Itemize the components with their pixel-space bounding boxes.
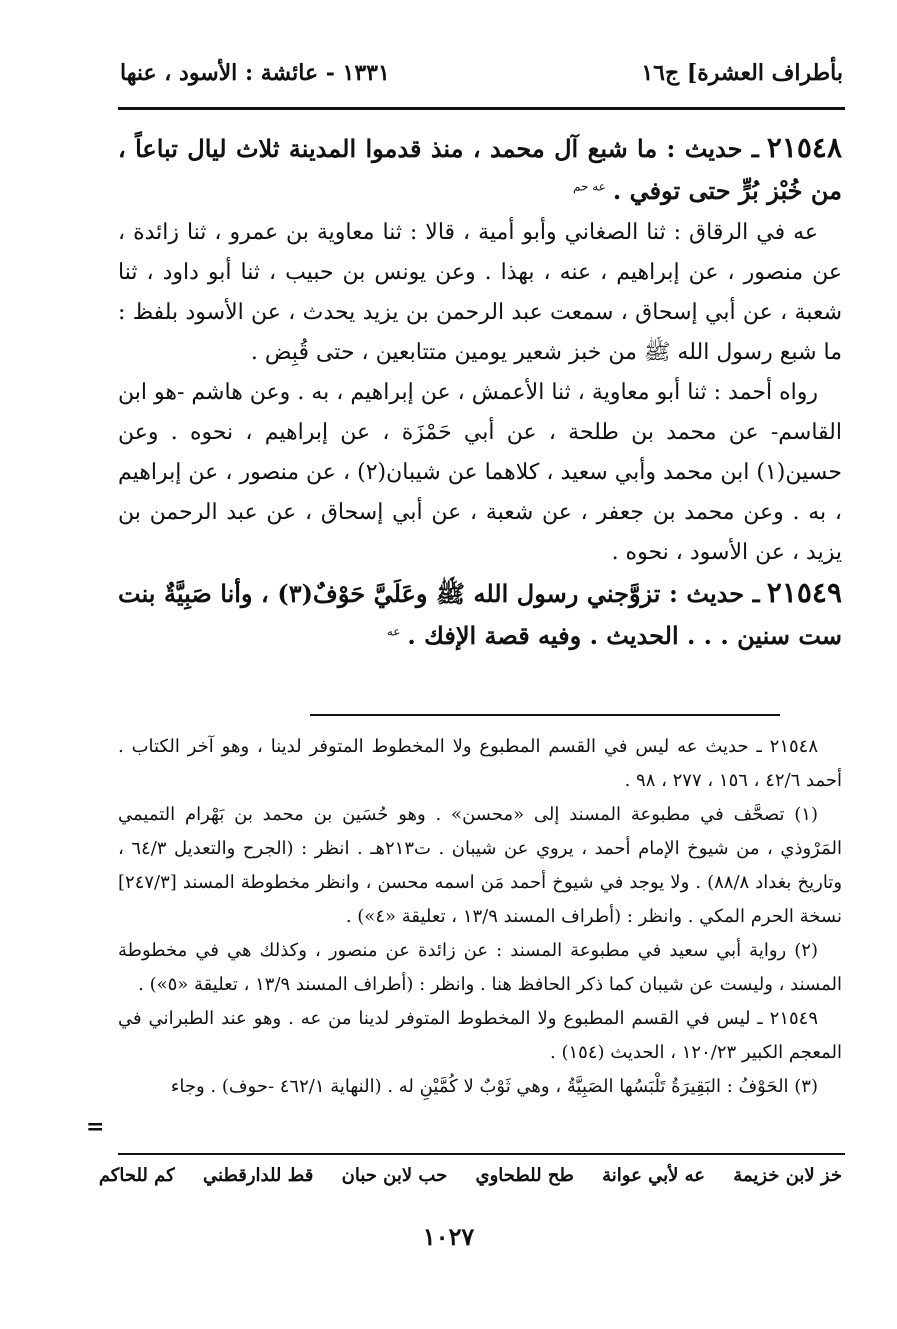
abbrev-item: طح للطحاوي bbox=[475, 1165, 574, 1186]
abbrev-item: قط للدارقطني bbox=[203, 1165, 314, 1186]
header-rule bbox=[118, 107, 845, 110]
abbrev-item: خز لابن خزيمة bbox=[733, 1165, 842, 1186]
footnote: ٢١٥٤٩ ـ ليس في القسم المطبوع ولا المخطوط المتوفر لدينا من عه . وهو عند الطبراني في المعجم الكبير ١٢٠/٢٣ ، الحديث (١٥٤) . bbox=[118, 1008, 842, 1063]
paragraph-abu-awana: عه في الرقاق : ثنا الصغاني وأبو أمية ، قالا : ثنا معاوية بن عمرو ، ثنا زائدة ، عن منصور ، عن إبراهيم ، عنه ، بهذا . وعن يونس بن حبيب ، ثنا أبو داود ، ثنا شعبة ، عن أبي إسحاق ، سمعت عبد الرحمن بن يزيد يحدث ، عن الأسود بلفظ : ما شبع رسول الله ﷺ من خبز شعير يومين متتابعين ، حتى قُبِض . bbox=[118, 220, 842, 365]
hadith-sigla: عه حم bbox=[573, 179, 606, 194]
hadith-sigla: عه bbox=[386, 624, 401, 639]
abbrev-item: عه لأبي عوانة bbox=[602, 1165, 706, 1186]
abbrev-item: حب لابن حبان bbox=[341, 1165, 448, 1186]
hadith-number: ٢١٥٤٨ bbox=[766, 131, 842, 164]
footnote: (٣) الحَوْفُ : البَقِيرَةُ تَلْبَسُها الصَبِيَّةُ ، وهي ثَوْبٌ لا كُمَّيْنِ له . (النهاية ٤٦٢/١ -حوف) . وجاء bbox=[170, 1076, 818, 1097]
hadith-title: ـ حديث : تزوَّجني رسول الله ﷺ وعَلَيَّ حَوْفٌ(٣) ، وأنا صَبِيَّةٌ بنت ست سنين . . . الحديث . وفيه قصة الإفك . bbox=[118, 579, 842, 650]
header-topic: ١٣٣١ - عائشة : الأسود ، عنها bbox=[120, 60, 390, 86]
hadith-number: ٢١٥٤٩ bbox=[766, 576, 842, 609]
hadith-title: ـ حديث : ما شبع آل محمد ، منذ قدموا المدينة ثلاث ليال تباعاً ، من خُبْز بُرٍّ حتى توفي . bbox=[118, 134, 842, 205]
hadith-21548 bbox=[118, 128, 842, 213]
paragraph-ahmad: رواه أحمد : ثنا أبو معاوية ، ثنا الأعمش ، عن إبراهيم ، به . وعن هاشم -هو ابن القاسم- عن محمد بن طلحة ، عن أبي حَمْزَة ، عن إبراهيم ، نحوه . وعن حسين(١) ابن محمد وأبي سعيد ، كلاهما عن شيبان(٢) ، عن منصور ، عن إبراهيم ، به . وعن محمد بن جعفر ، عن شعبة ، عن أبي إسحاق ، عن عبد الرحمن بن يزيد ، عن الأسود ، نحوه . bbox=[118, 380, 842, 565]
main-text bbox=[118, 128, 842, 658]
abbreviation-key bbox=[98, 1165, 842, 1186]
running-header bbox=[120, 56, 843, 96]
footnote: ٢١٥٤٨ ـ حديث عه ليس في القسم المطبوع ولا المخطوط المتوفر لدينا ، وهو آخر الكتاب . أحمد ٤٢/٦ ، ١٥٦ ، ٢٧٧ ، ٩٨ . bbox=[118, 736, 842, 791]
footnote-separator bbox=[310, 714, 780, 716]
abbreviation-rule bbox=[118, 1153, 845, 1155]
hadith-21549 bbox=[118, 573, 842, 658]
footnote: (١) تصحَّف في مطبوعة المسند إلى «محسن» . وهو حُسَين بن محمد بن بَهْرام التميمي المَرْوذي ، من شيوخ الإمام أحمد ، يروي عن شيبان . ت٢١٣هـ . انظر : (الجرح والتعديل ٦٤/٣ ، وتاريخ بغداد ٨٨/٨) . ولا يوجد في شيوخ أحمد مَن اسمه محسن ، وانظر مخطوطة المسند [٢٤٧/٣] نسخة الحرم المكي . وانظر : (أطراف المسند ١٣/٩ ، تعليقة «٤») . bbox=[118, 804, 843, 927]
footnote: (٢) رواية أبي سعيد في مطبوعة المسند : عن زائدة عن منصور ، وكذلك هي في مخطوطة المسند ، وليست عن شيبان كما ذكر الحافظ هنا . وانظر : (أطراف المسند ١٣/٩ ، تعليقة «٥») . bbox=[118, 940, 842, 995]
abbrev-item: كم للحاكم bbox=[98, 1165, 175, 1186]
header-book-part: بأطراف العشرة] ج١٦ bbox=[641, 60, 843, 86]
page-number: ١٠٢٧ bbox=[422, 1222, 475, 1251]
continuation-mark: = bbox=[86, 1114, 105, 1140]
footnotes bbox=[118, 730, 842, 1104]
